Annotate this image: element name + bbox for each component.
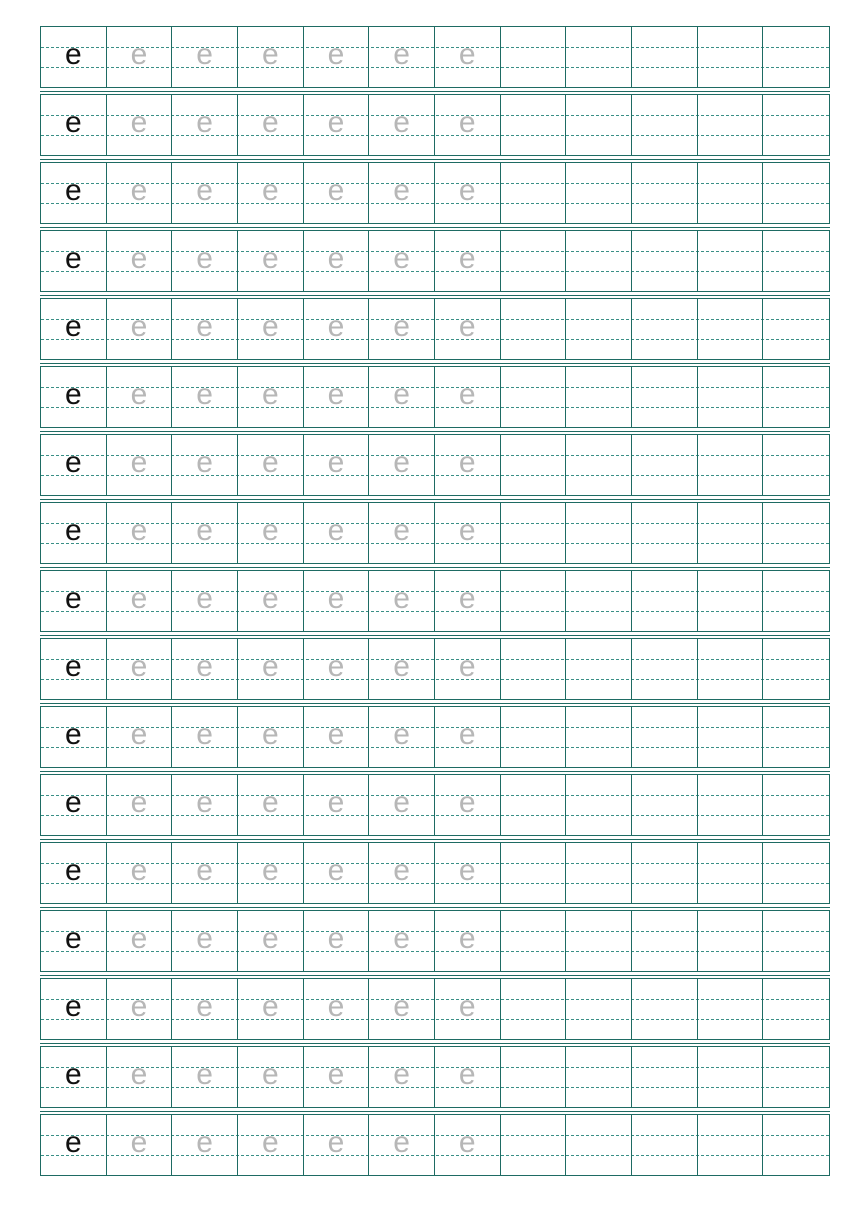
blank-practice-cell <box>632 707 698 767</box>
practice-row <box>40 434 830 496</box>
trace-letter: e <box>435 231 501 291</box>
blank-practice-cell <box>501 1115 567 1175</box>
trace-letter: e <box>107 299 173 359</box>
blank-practice-cell <box>501 979 567 1039</box>
blank-practice-cell <box>632 503 698 563</box>
blank-practice-cell <box>632 231 698 291</box>
trace-letter: e <box>304 1115 370 1175</box>
practice-row <box>40 570 830 632</box>
blank-practice-cell <box>566 843 632 903</box>
blank-practice-cell <box>566 503 632 563</box>
model-letter: e <box>41 231 107 291</box>
blank-practice-cell <box>501 639 567 699</box>
practice-row <box>40 1114 830 1176</box>
blank-practice-cell <box>632 775 698 835</box>
model-letter: e <box>41 299 107 359</box>
practice-row <box>40 26 830 88</box>
blank-practice-cell <box>698 367 764 427</box>
practice-row <box>40 842 830 904</box>
practice-row <box>40 706 830 768</box>
practice-row <box>40 774 830 836</box>
trace-letter: e <box>172 639 238 699</box>
handwriting-worksheet <box>40 26 830 1182</box>
blank-practice-cell <box>501 911 567 971</box>
model-letter: e <box>41 1115 107 1175</box>
trace-letter: e <box>238 911 304 971</box>
blank-practice-cell <box>501 435 567 495</box>
blank-practice-cell <box>698 979 764 1039</box>
trace-letter: e <box>238 95 304 155</box>
blank-practice-cell <box>698 1047 764 1107</box>
blank-practice-cell <box>763 1047 829 1107</box>
blank-practice-cell <box>501 503 567 563</box>
trace-letter: e <box>238 163 304 223</box>
blank-practice-cell <box>566 639 632 699</box>
model-letter: e <box>41 843 107 903</box>
blank-practice-cell <box>632 979 698 1039</box>
trace-letter: e <box>435 27 501 87</box>
trace-letter: e <box>435 95 501 155</box>
blank-practice-cell <box>566 367 632 427</box>
trace-letter: e <box>238 503 304 563</box>
trace-letter: e <box>172 299 238 359</box>
blank-practice-cell <box>501 231 567 291</box>
trace-letter: e <box>304 503 370 563</box>
trace-letter: e <box>435 367 501 427</box>
model-letter: e <box>41 707 107 767</box>
trace-letter: e <box>172 1115 238 1175</box>
trace-letter: e <box>107 775 173 835</box>
practice-row <box>40 366 830 428</box>
blank-practice-cell <box>501 163 567 223</box>
trace-letter: e <box>304 639 370 699</box>
trace-letter: e <box>238 435 304 495</box>
blank-practice-cell <box>763 639 829 699</box>
trace-letter: e <box>369 95 435 155</box>
model-letter: e <box>41 979 107 1039</box>
model-letter: e <box>41 775 107 835</box>
trace-letter: e <box>369 503 435 563</box>
trace-letter: e <box>435 299 501 359</box>
blank-practice-cell <box>763 163 829 223</box>
blank-practice-cell <box>698 299 764 359</box>
model-letter: e <box>41 503 107 563</box>
trace-letter: e <box>172 571 238 631</box>
blank-practice-cell <box>698 1115 764 1175</box>
blank-practice-cell <box>698 231 764 291</box>
trace-letter: e <box>107 435 173 495</box>
trace-letter: e <box>172 435 238 495</box>
blank-practice-cell <box>632 1115 698 1175</box>
trace-letter: e <box>369 231 435 291</box>
blank-practice-cell <box>566 911 632 971</box>
blank-practice-cell <box>632 367 698 427</box>
blank-practice-cell <box>566 1115 632 1175</box>
trace-letter: e <box>172 843 238 903</box>
trace-letter: e <box>435 163 501 223</box>
blank-practice-cell <box>698 911 764 971</box>
trace-letter: e <box>304 27 370 87</box>
blank-practice-cell <box>698 775 764 835</box>
trace-letter: e <box>238 299 304 359</box>
trace-letter: e <box>107 503 173 563</box>
blank-practice-cell <box>566 979 632 1039</box>
blank-practice-cell <box>632 27 698 87</box>
blank-practice-cell <box>763 367 829 427</box>
trace-letter: e <box>304 1047 370 1107</box>
trace-letter: e <box>369 1115 435 1175</box>
practice-row <box>40 978 830 1040</box>
practice-row <box>40 910 830 972</box>
blank-practice-cell <box>763 843 829 903</box>
model-letter: e <box>41 27 107 87</box>
blank-practice-cell <box>763 299 829 359</box>
trace-letter: e <box>369 1047 435 1107</box>
trace-letter: e <box>238 571 304 631</box>
trace-letter: e <box>172 911 238 971</box>
blank-practice-cell <box>632 911 698 971</box>
trace-letter: e <box>107 843 173 903</box>
blank-practice-cell <box>566 1047 632 1107</box>
blank-practice-cell <box>698 163 764 223</box>
blank-practice-cell <box>501 367 567 427</box>
trace-letter: e <box>172 27 238 87</box>
trace-letter: e <box>369 299 435 359</box>
trace-letter: e <box>369 571 435 631</box>
trace-letter: e <box>238 843 304 903</box>
trace-letter: e <box>435 911 501 971</box>
blank-practice-cell <box>566 95 632 155</box>
trace-letter: e <box>435 843 501 903</box>
practice-row <box>40 1046 830 1108</box>
blank-practice-cell <box>763 503 829 563</box>
trace-letter: e <box>238 639 304 699</box>
trace-letter: e <box>172 775 238 835</box>
blank-practice-cell <box>632 163 698 223</box>
practice-row <box>40 162 830 224</box>
trace-letter: e <box>238 1115 304 1175</box>
blank-practice-cell <box>566 435 632 495</box>
blank-practice-cell <box>501 299 567 359</box>
blank-practice-cell <box>763 435 829 495</box>
trace-letter: e <box>304 367 370 427</box>
trace-letter: e <box>172 503 238 563</box>
trace-letter: e <box>107 367 173 427</box>
trace-letter: e <box>107 571 173 631</box>
trace-letter: e <box>107 707 173 767</box>
blank-practice-cell <box>698 95 764 155</box>
model-letter: e <box>41 639 107 699</box>
trace-letter: e <box>107 163 173 223</box>
trace-letter: e <box>369 979 435 1039</box>
blank-practice-cell <box>501 1047 567 1107</box>
blank-practice-cell <box>698 707 764 767</box>
trace-letter: e <box>304 231 370 291</box>
trace-letter: e <box>238 231 304 291</box>
trace-letter: e <box>435 503 501 563</box>
blank-practice-cell <box>763 571 829 631</box>
blank-practice-cell <box>566 571 632 631</box>
blank-practice-cell <box>632 299 698 359</box>
blank-practice-cell <box>698 843 764 903</box>
blank-practice-cell <box>632 435 698 495</box>
model-letter: e <box>41 163 107 223</box>
blank-practice-cell <box>566 775 632 835</box>
trace-letter: e <box>304 95 370 155</box>
blank-practice-cell <box>501 95 567 155</box>
blank-practice-cell <box>632 1047 698 1107</box>
trace-letter: e <box>107 639 173 699</box>
blank-practice-cell <box>763 979 829 1039</box>
blank-practice-cell <box>763 775 829 835</box>
trace-letter: e <box>369 843 435 903</box>
trace-letter: e <box>172 707 238 767</box>
trace-letter: e <box>107 1115 173 1175</box>
blank-practice-cell <box>698 571 764 631</box>
trace-letter: e <box>304 775 370 835</box>
trace-letter: e <box>238 1047 304 1107</box>
trace-letter: e <box>107 911 173 971</box>
model-letter: e <box>41 1047 107 1107</box>
trace-letter: e <box>435 979 501 1039</box>
trace-letter: e <box>369 27 435 87</box>
trace-letter: e <box>304 299 370 359</box>
blank-practice-cell <box>566 707 632 767</box>
trace-letter: e <box>369 163 435 223</box>
blank-practice-cell <box>632 571 698 631</box>
blank-practice-cell <box>566 163 632 223</box>
trace-letter: e <box>369 367 435 427</box>
trace-letter: e <box>172 1047 238 1107</box>
trace-letter: e <box>369 639 435 699</box>
blank-practice-cell <box>566 231 632 291</box>
blank-practice-cell <box>501 843 567 903</box>
practice-row <box>40 230 830 292</box>
trace-letter: e <box>369 435 435 495</box>
trace-letter: e <box>172 367 238 427</box>
blank-practice-cell <box>632 95 698 155</box>
trace-letter: e <box>238 707 304 767</box>
trace-letter: e <box>435 707 501 767</box>
trace-letter: e <box>172 231 238 291</box>
blank-practice-cell <box>763 231 829 291</box>
trace-letter: e <box>304 435 370 495</box>
trace-letter: e <box>304 571 370 631</box>
trace-letter: e <box>435 435 501 495</box>
blank-practice-cell <box>763 27 829 87</box>
trace-letter: e <box>107 27 173 87</box>
blank-practice-cell <box>632 843 698 903</box>
trace-letter: e <box>238 27 304 87</box>
trace-letter: e <box>304 911 370 971</box>
trace-letter: e <box>435 639 501 699</box>
blank-practice-cell <box>698 503 764 563</box>
model-letter: e <box>41 367 107 427</box>
blank-practice-cell <box>501 775 567 835</box>
trace-letter: e <box>172 163 238 223</box>
trace-letter: e <box>435 1047 501 1107</box>
model-letter: e <box>41 911 107 971</box>
trace-letter: e <box>107 231 173 291</box>
trace-letter: e <box>369 775 435 835</box>
trace-letter: e <box>107 979 173 1039</box>
model-letter: e <box>41 571 107 631</box>
trace-letter: e <box>172 979 238 1039</box>
blank-practice-cell <box>698 435 764 495</box>
trace-letter: e <box>107 1047 173 1107</box>
practice-row <box>40 298 830 360</box>
blank-practice-cell <box>763 95 829 155</box>
blank-practice-cell <box>632 639 698 699</box>
trace-letter: e <box>238 775 304 835</box>
model-letter: e <box>41 435 107 495</box>
trace-letter: e <box>304 707 370 767</box>
blank-practice-cell <box>501 571 567 631</box>
trace-letter: e <box>369 911 435 971</box>
blank-practice-cell <box>763 911 829 971</box>
trace-letter: e <box>369 707 435 767</box>
blank-practice-cell <box>763 707 829 767</box>
practice-row <box>40 94 830 156</box>
blank-practice-cell <box>566 27 632 87</box>
trace-letter: e <box>304 163 370 223</box>
blank-practice-cell <box>566 299 632 359</box>
blank-practice-cell <box>501 707 567 767</box>
model-letter: e <box>41 95 107 155</box>
trace-letter: e <box>304 843 370 903</box>
trace-letter: e <box>238 367 304 427</box>
trace-letter: e <box>435 775 501 835</box>
trace-letter: e <box>107 95 173 155</box>
trace-letter: e <box>172 95 238 155</box>
blank-practice-cell <box>698 27 764 87</box>
trace-letter: e <box>238 979 304 1039</box>
trace-letter: e <box>435 571 501 631</box>
blank-practice-cell <box>763 1115 829 1175</box>
practice-row <box>40 638 830 700</box>
trace-letter: e <box>304 979 370 1039</box>
practice-row <box>40 502 830 564</box>
trace-letter: e <box>435 1115 501 1175</box>
blank-practice-cell <box>501 27 567 87</box>
blank-practice-cell <box>698 639 764 699</box>
